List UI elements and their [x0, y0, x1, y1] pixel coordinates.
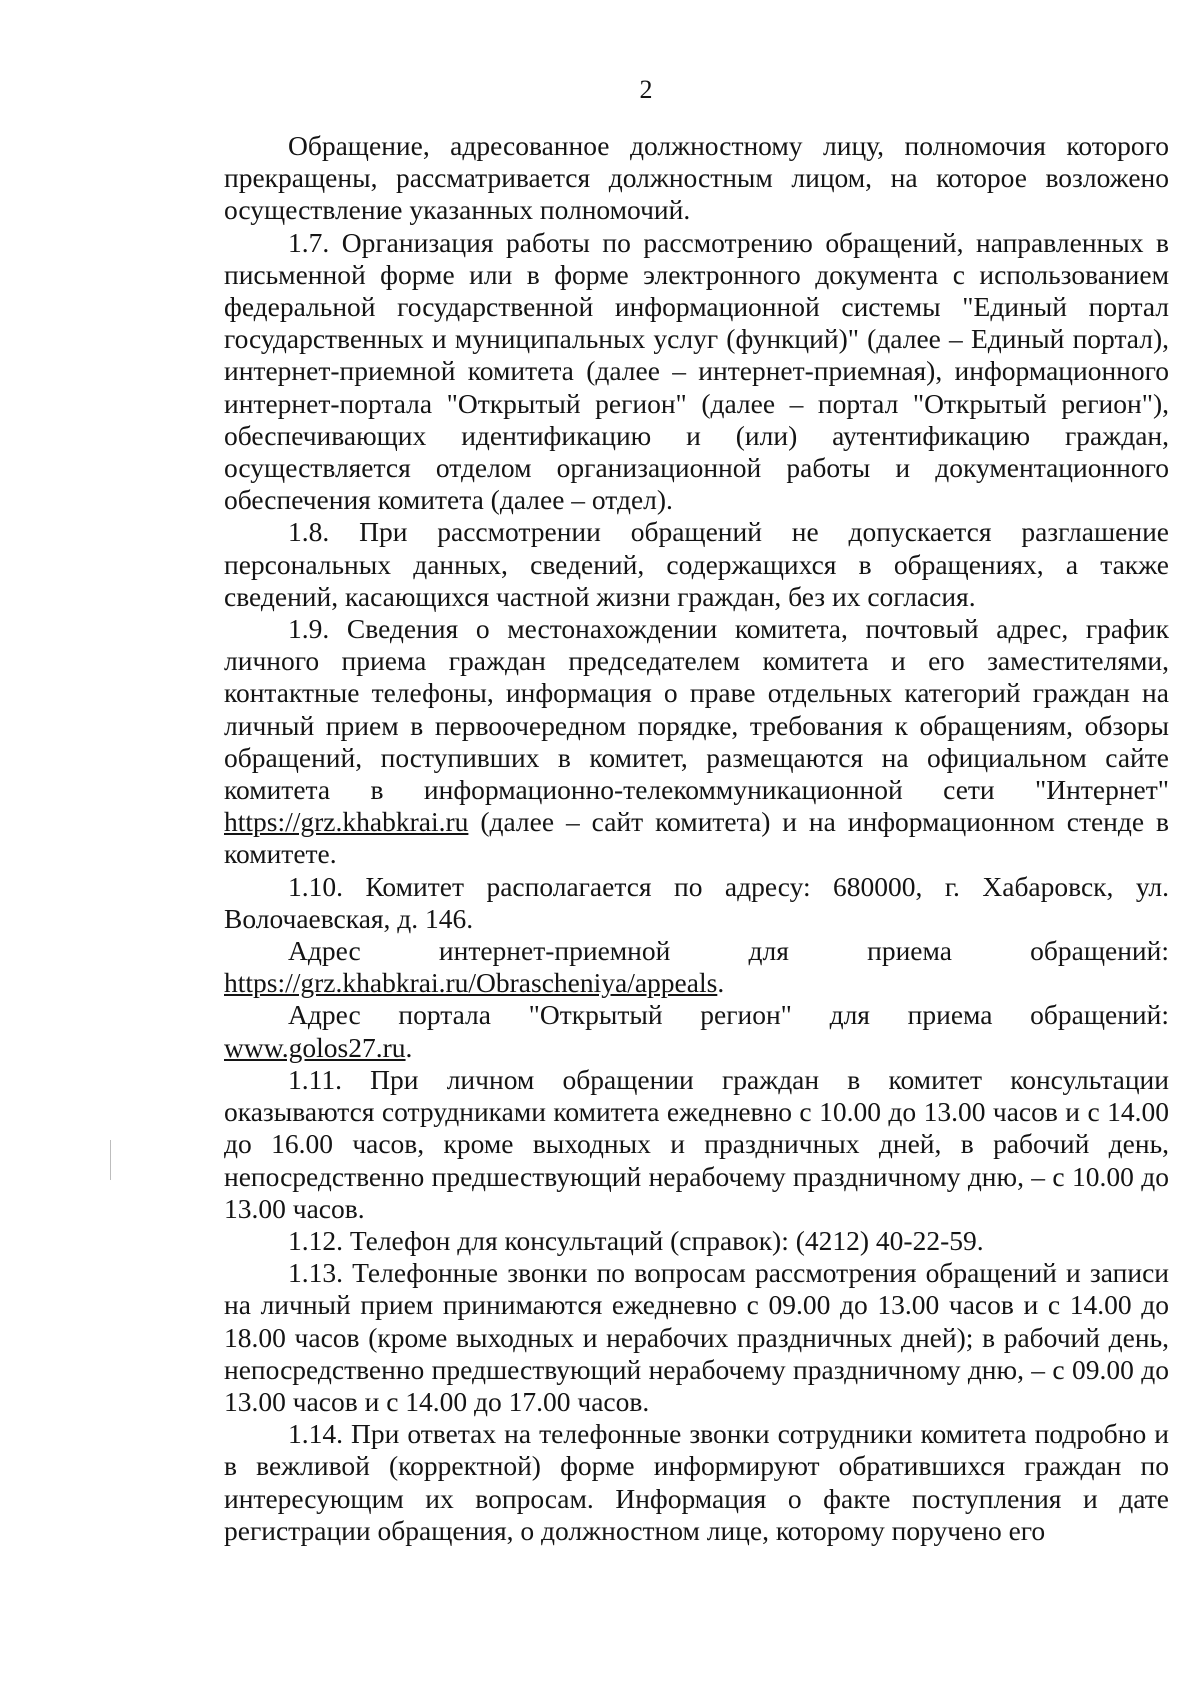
paragraph-1-14: 1.14. При ответах на телефонные звонки сотрудники комитета подробно и в вежливой (корректной) форме информируют обратившихся граждан по интересующим их вопросам. Информация о факте поступления и дате регистрации обращения, о должностном лице, которому поручено его	[224, 1418, 1169, 1546]
paragraph-1-10: 1.10. Комитет располагается по адресу: 680000, г. Хабаровск, ул. Волочаевская, д. 146.	[224, 870, 1169, 934]
paragraph-1-12: 1.12. Телефон для консультаций (справок): (4212) 40-22-59.	[288, 1224, 984, 1256]
paragraph-1-11: 1.11. При личном обращении граждан в комитет консультации оказываются сотрудниками комитета ежедневно с 10.00 до 13.00 часов и с 14.00 до 16.00 часов, кроме выходных и праздничных дней, в рабочий день, непосредственно предшествующий нерабочему праздничному дню, – с 10.00 до 13.00 часов.	[224, 1063, 1169, 1224]
open-region-link[interactable]: www.golos27.ru	[224, 1031, 406, 1063]
open-region-label: Адрес портала "Открытый регион" для приема обращений:	[288, 999, 1169, 1031]
internet-reception-label: Адрес интернет-приемной для приема обращений:	[288, 935, 1169, 967]
paragraph-open-region-address	[224, 999, 1169, 1063]
open-region-end: .	[405, 1031, 413, 1063]
internet-reception-link-line	[224, 967, 1169, 999]
paragraph-1-13: 1.13. Телефонные звонки по вопросам рассмотрения обращений и записи на личный прием принимаются ежедневно с 09.00 до 13.00 часов и с 14.00 до 18.00 часов (кроме выходных и нерабочих праздничных дней); в рабочий день, непосредственно предшествующий нерабочему праздничному дню, – с 09.00 до 13.00 часов и с 14.00 до 17.00 часов.	[224, 1257, 1169, 1417]
document-body	[224, 130, 1169, 1547]
paragraph-1-9-text-end: (далее – сайт комитета) и на информационном стенде в комитете.	[224, 806, 1169, 870]
paragraph-addressee-powers: Обращение, адресованное должностному лицу, полномочия которого прекращены, рассматривается должностным лицом, на которое возложено осуществление указанных полномочий.	[224, 130, 1169, 226]
scan-artifact-line	[110, 1140, 111, 1180]
open-region-link-line	[224, 1032, 1169, 1064]
page-number: 2	[639, 75, 653, 104]
paragraph-1-8: 1.8. При рассмотрении обращений не допускается разглашение персональных данных, сведений, содержащихся в обращениях, а также сведений, касающихся частной жизни граждан, без их согласия.	[224, 516, 1169, 612]
paragraph-1-7: 1.7. Организация работы по рассмотрению обращений, направленных в письменной форме или в форме электронного документа с использованием федеральной государственной информационной системы "Единый портал государственных и муниципальных услуг (функций)" (далее – Единый портал), интернет-приемной комитета (далее – интернет-приемная), информационного интернет-портала "Открытый регион" (далее – портал "Открытый регион"), обеспечивающих идентификацию и (или) аутентификацию граждан, осуществляется отделом организационной работы и документационного обеспечения комитета (далее – отдел).	[224, 226, 1169, 516]
internet-reception-link[interactable]: https://grz.khabkrai.ru/Obrascheniya/appeals	[224, 967, 718, 999]
paragraph-1-9	[224, 613, 1169, 871]
paragraph-internet-reception-address	[224, 935, 1169, 999]
paragraph-1-9-text: 1.9. Сведения о местонахождении комитета, почтовый адрес, график личного приема граждан председателем комитета и его заместителями, контактные телефоны, информация о праве отдельных категорий граждан на личный прием в первоочередном порядке, требования к обращениям, обзоры обращений, поступивших в комитет, размещаются на официальном сайте комитета в информационно-телекоммуникационной сети "Интернет"	[224, 613, 1169, 806]
committee-site-link[interactable]: https://grz.khabkrai.ru	[224, 806, 469, 838]
internet-reception-end: .	[717, 967, 725, 999]
